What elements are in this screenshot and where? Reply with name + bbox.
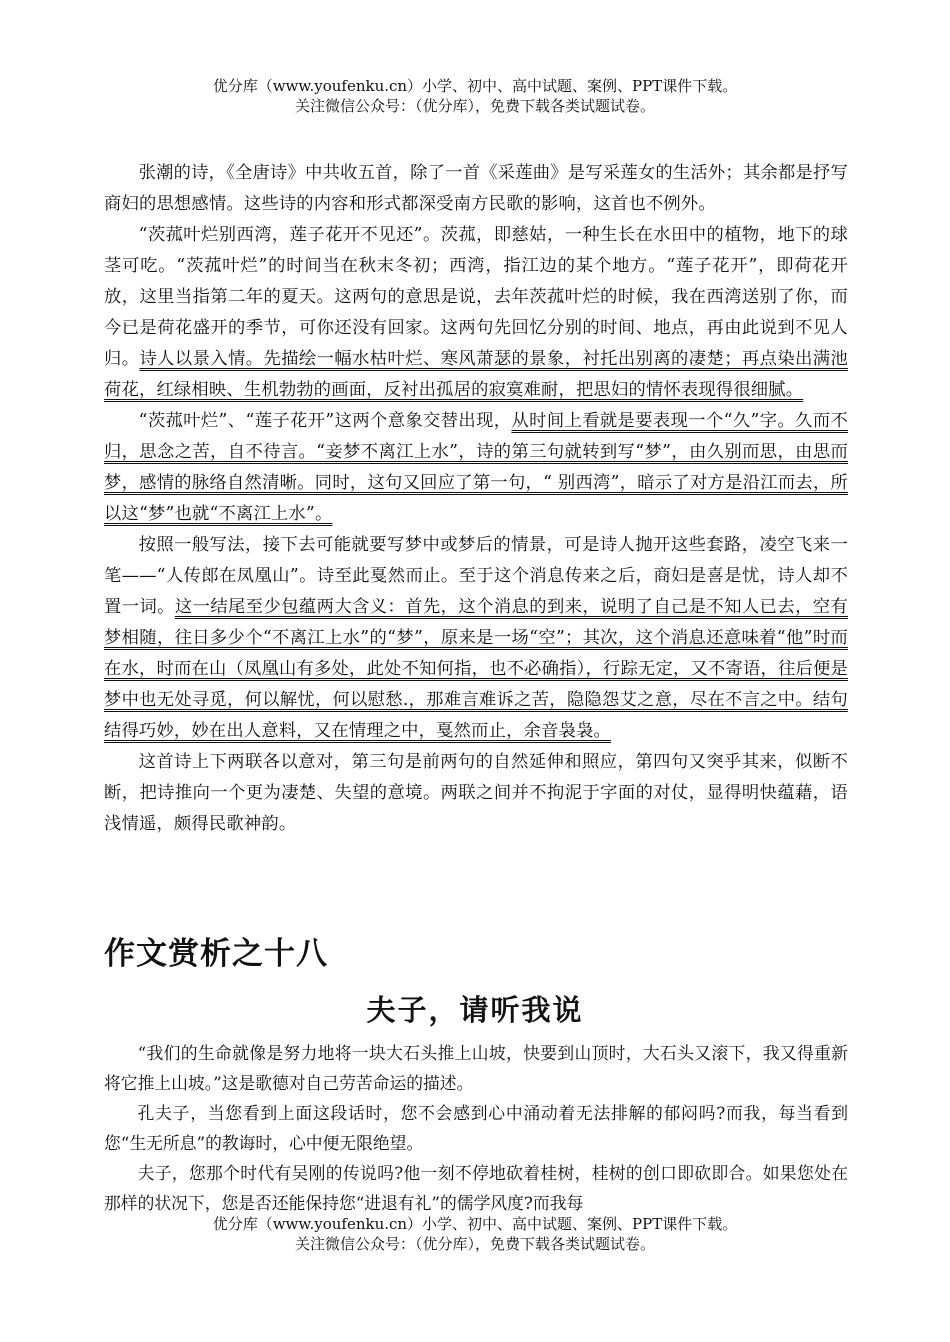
commentary-paragraph-1: 张潮的诗，《全唐诗》中共收五首，除了一首《采莲曲》是写采莲女的生活外；其余都是抒写商妇的思想感情。这些诗的内容和形式都深受南方民歌的影响，这首也不例外。 [104, 163, 848, 214]
essay-paragraph-1: “我们的生命就像是努力地将一块大石头推上山坡，快要到山顶时，大石头又滚下，我又得重新将它推上山坡。”这是歌德对自己劳苦命运的描述。 [104, 1043, 848, 1093]
commentary-paragraph-5: 这首诗上下两联各以意对，第三句是前两句的自然延伸和照应，第四句又突乎其来，似断不断，把诗推向一个更为凄楚、失望的意境。两联之间并不拘泥于字面的对仗，显得明快蕴藉，语浅情遥，颇得民歌神韵。 [104, 752, 848, 834]
poem-commentary [104, 158, 848, 840]
commentary-paragraph-2 [104, 220, 848, 406]
commentary-paragraph-4 [104, 530, 848, 747]
commentary-paragraph-3 [104, 406, 848, 530]
section-title: 作文赏析之十八 [104, 936, 328, 972]
paragraph-2-text: “茨菰叶烂别西湾，莲子花开不见还”。茨菰，即慈姑，一种生长在水田中的植物，地下的球茎可吃。“茨菰叶烂”的时间当在秋末冬初；西湾，指江边的某个地方。“莲子花开”，即荷花开放，这里当指第二年的夏天。这两句的意思是说，去年茨菰叶烂的时候，我在西湾送别了你，而今已是荷花盛开的季节，可你还没有回家。这两句先回忆分别的时间、地点，再由此说到不见人归。 [104, 225, 848, 369]
page-footer [0, 1214, 950, 1254]
paragraph-3-underlined-text: 从时间上看就是要表现一个“久”字。久而不归，思念之苦，自不待言。“妾梦不离江上水”，诗的第三句就转到写“梦”，由久别而思，由思而梦，感情的脉络自然清晰。同时，这句又回应了第一句，“ 别西湾”，暗示了对方是沿江而去，所以这“梦”也就“不离江上水”。 [104, 411, 848, 524]
header-line-1: 优分库（www.youfenku.cn）小学、初中、高中试题、案例、PPT课件下载。 [212, 77, 738, 95]
essay-title: 夫子，请听我说 [366, 993, 584, 1027]
paragraph-4-text: 按照一般写法，接下去可能就要写梦中或梦后的情景，可是诗人抛开这些套路，凌空飞来一笔——“人传郎在凤凰山”。诗至此戛然而止。至于这个消息传来之后，商妇是喜是忧，诗人却不置一词。 [104, 535, 848, 617]
footer-line-2: 关注微信公众号：（优分库），免费下载各类试题试卷。 [294, 1235, 655, 1253]
footer-line-1: 优分库（www.youfenku.cn）小学、初中、高中试题、案例、PPT课件下载。 [212, 1215, 738, 1233]
paragraph-2-underlined-text: 诗人以景入情。先描绘一幅水枯叶烂、寒风萧瑟的景象，衬托出别离的凄楚；再点染出满池荷花，红绿相映、生机勃勃的画面，反衬出孤居的寂寞难耐，把思妇的情怀表现得很细腻。 [104, 349, 848, 400]
header-line-2: 关注微信公众号：（优分库），免费下载各类试题试卷。 [294, 97, 655, 115]
essay-paragraph-2: 孔夫子，当您看到上面这段话时，您不会感到心中涌动着无法排解的郁闷吗?而我，每当看到您“生无所息”的教诲时，心中便无限绝望。 [104, 1103, 848, 1153]
essay-body [104, 1038, 848, 1218]
paragraph-3-text: “茨菰叶烂”、“莲子花开”这两个意象交替出现， [138, 411, 512, 431]
essay-paragraph-3: 夫子，您那个时代有吴刚的传说吗?他一刻不停地砍着桂树，桂树的创口即砍即合。如果您处在那样的状况下，您是否还能保持您“进退有礼”的儒学风度?而我每 [104, 1163, 848, 1213]
paragraph-4-underlined-text: 这一结尾至少包蕴两大含义：首先，这个消息的到来，说明了自己是不知人已去，空有梦相随，往日多少个“不离江上水”的“梦”，原来是一场“空”；其次，这个消息还意味着“他”时而在水，时而在山（凤凰山有多处，此处不知何指，也不必确指），行踪无定，又不寄语，往后便是梦中也无处寻觅，何以解忧，何以慰愁.，那难言难诉之苦，隐隐怨艾之意，尽在不言之中。结句结得巧妙，妙在出人意料，又在情理之中，戛然而止，余音袅袅。 [104, 597, 848, 741]
page-header [0, 76, 950, 116]
